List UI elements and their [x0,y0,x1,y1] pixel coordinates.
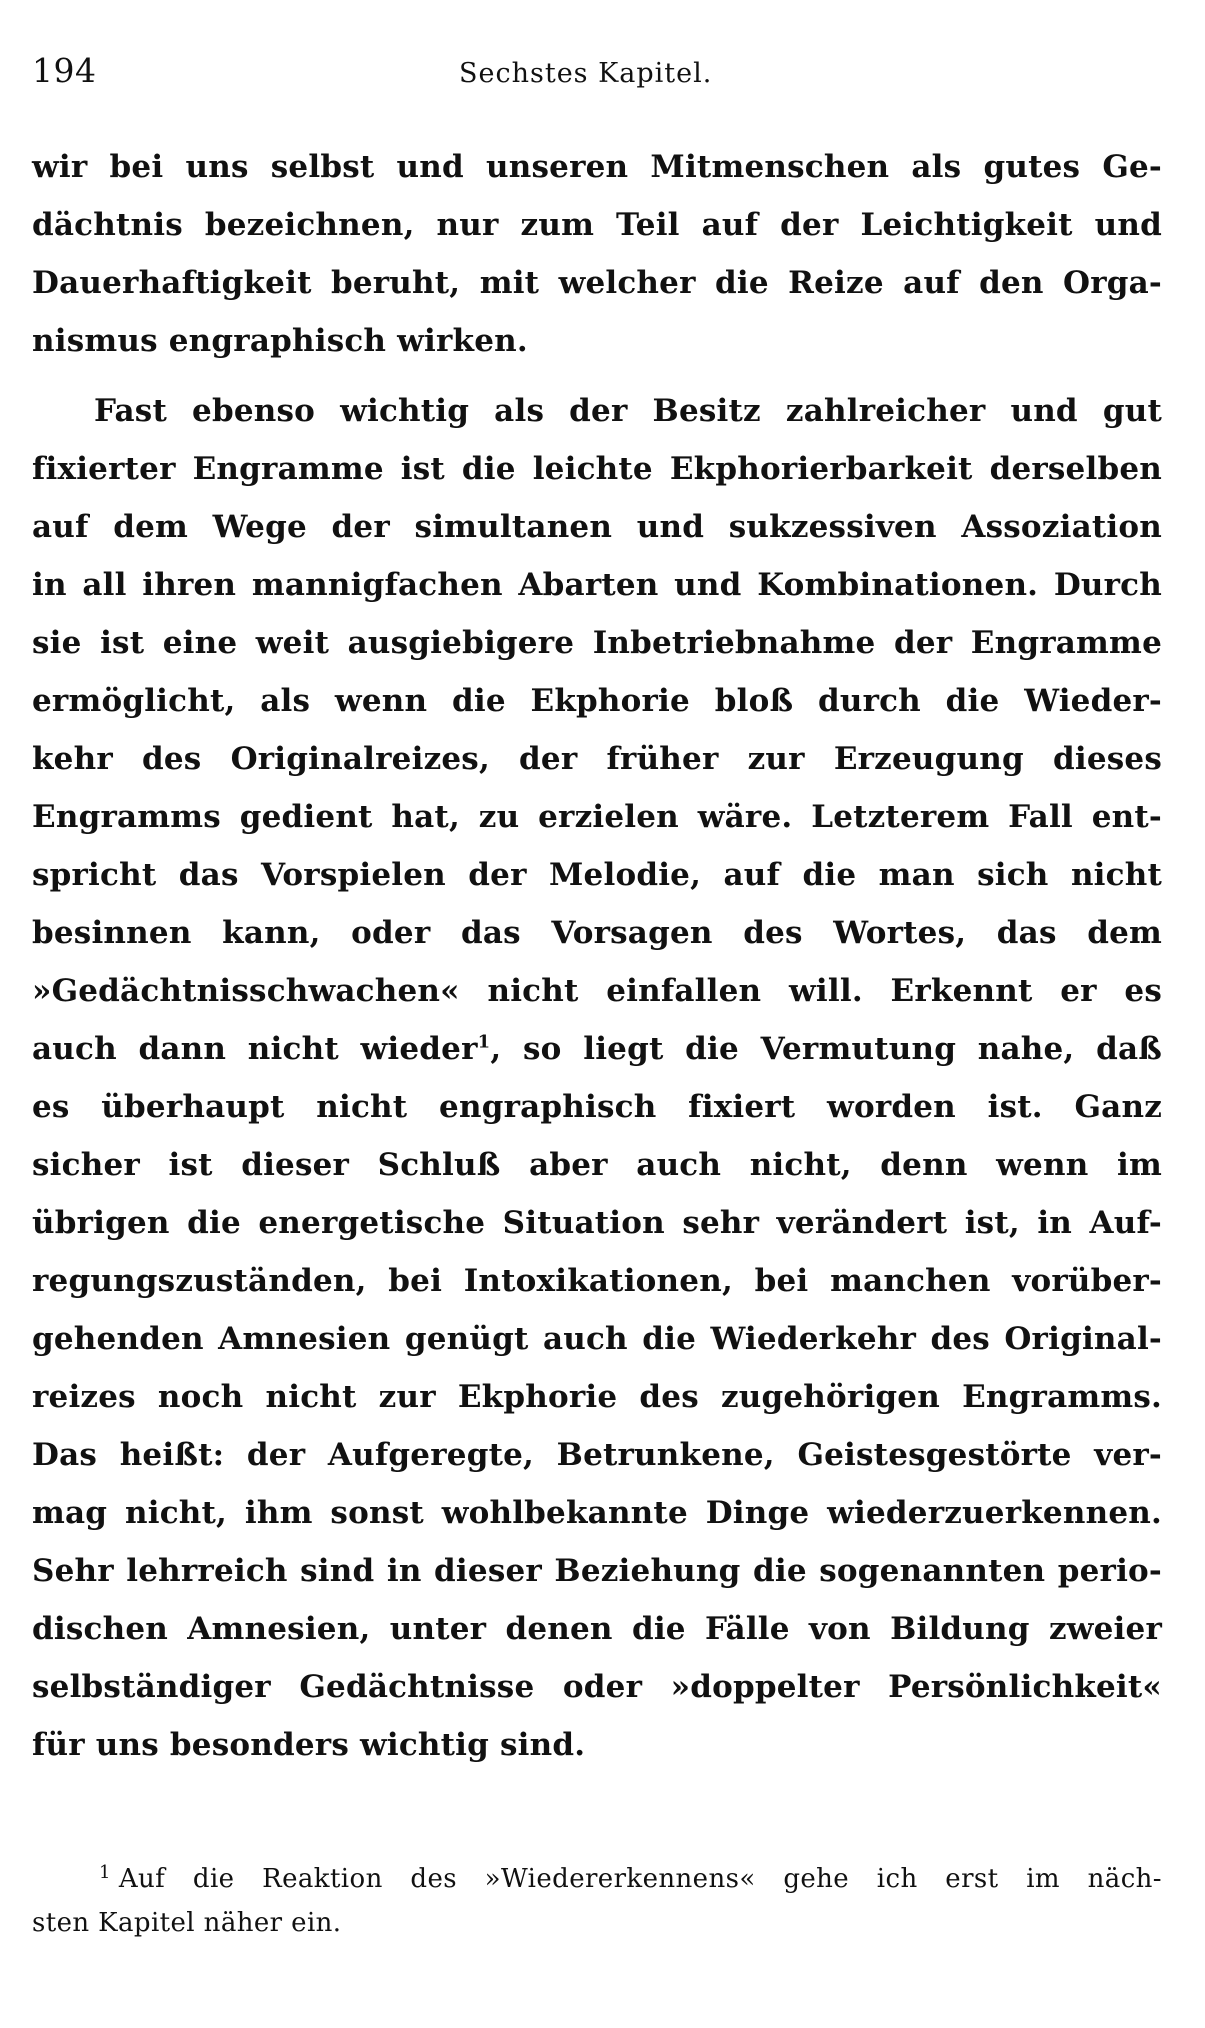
text-line: reizes noch nicht zur Ekphorie des zugehörigen Engramms. [32,1379,1162,1415]
text-line: fixierter Engramme ist die leichte Ekphorierbarkeit derselben [32,451,1162,487]
text-line: wir bei uns selbst und unseren Mitmenschen als gutes Ge- [32,149,1162,185]
text-line: Engramms gedient hat, zu erzielen wäre. Letzterem Fall ent- [32,799,1162,835]
text-line: sie ist eine weit ausgiebigere Inbetriebnahme der Engramme [32,625,1162,661]
text-line: spricht das Vorspielen der Melodie, auf die man sich nicht [32,857,1162,893]
footnote-line [32,1857,1162,1901]
text-line: nismus engraphisch wirken. [32,323,528,359]
footnote-mark: 1 [99,1862,111,1883]
running-title: Sechstes Kapitel. [459,58,713,89]
text-line: übrigen die energetische Situation sehr verändert ist, in Auf- [32,1205,1162,1241]
text-line: es überhaupt nicht engraphisch fixiert worden ist. Ganz [32,1089,1162,1125]
text-line: regungszuständen, bei Intoxikationen, bei manchen vorüber- [32,1263,1162,1299]
text-line: kehr des Originalreizes, der früher zur Erzeugung dieses [32,741,1162,777]
text-line: Das heißt: der Aufgeregte, Betrunkene, Geistesgestörte ver- [32,1437,1162,1473]
text-line: Sehr lehrreich sind in dieser Beziehung die sogenannten perio- [32,1553,1162,1589]
main-text [32,138,1162,1774]
text-line: selbständiger Gedächtnisse oder »doppelter Persönlichkeit« [32,1669,1162,1705]
footnote [32,1857,1162,1945]
text-fragment: auch dann nicht wieder [32,1031,478,1067]
text-line: Fast ebenso wichtig als der Besitz zahlreicher und gut [94,393,1162,429]
text-line: für uns besonders wichtig sind. [32,1727,586,1763]
text-line: mag nicht, ihm sonst wohlbekannte Dinge wiederzuerkennen. [32,1495,1162,1531]
text-line: dischen Amnesien, unter denen die Fälle von Bildung zweier [32,1611,1162,1647]
text-fragment: , so liegt die Vermutung nahe, daß [490,1031,1162,1067]
text-line: dächtnis bezeichnen, nur zum Teil auf der Leichtigkeit und [32,207,1162,243]
page-header [32,50,1162,98]
text-line: Dauerhaftigkeit beruht, mit welcher die Reize auf den Orga- [32,265,1162,301]
text-line: besinnen kann, oder das Vorsagen des Wortes, das dem [32,915,1162,951]
text-line: »Gedächtnisschwachen« nicht einfallen will. Erkennt er es [32,973,1162,1009]
text-line: in all ihren mannigfachen Abarten und Kombinationen. Durch [32,567,1162,603]
paragraph-2 [32,382,1162,1774]
text-line: ermöglicht, als wenn die Ekphorie bloß durch die Wieder- [32,683,1162,719]
text-line: sicher ist dieser Schluß aber auch nicht, denn wenn im [32,1147,1162,1183]
paragraph-gap [32,370,1162,382]
footnote-text: Auf die Reaktion des »Wiedererkennens« gehe ich erst im näch- [118,1864,1162,1894]
footnote-reference[interactable]: 1 [477,1031,491,1053]
text-line: gehenden Amnesien genügt auch die Wiederkehr des Original- [32,1321,1162,1357]
footnote-line: sten Kapitel näher ein. [32,1908,342,1938]
text-line-with-footnote [32,1020,1162,1078]
paragraph-1 [32,138,1162,370]
page-number: 194 [32,51,97,90]
text-line: auf dem Wege der simultanen und sukzessiven Assoziation [32,509,1162,545]
